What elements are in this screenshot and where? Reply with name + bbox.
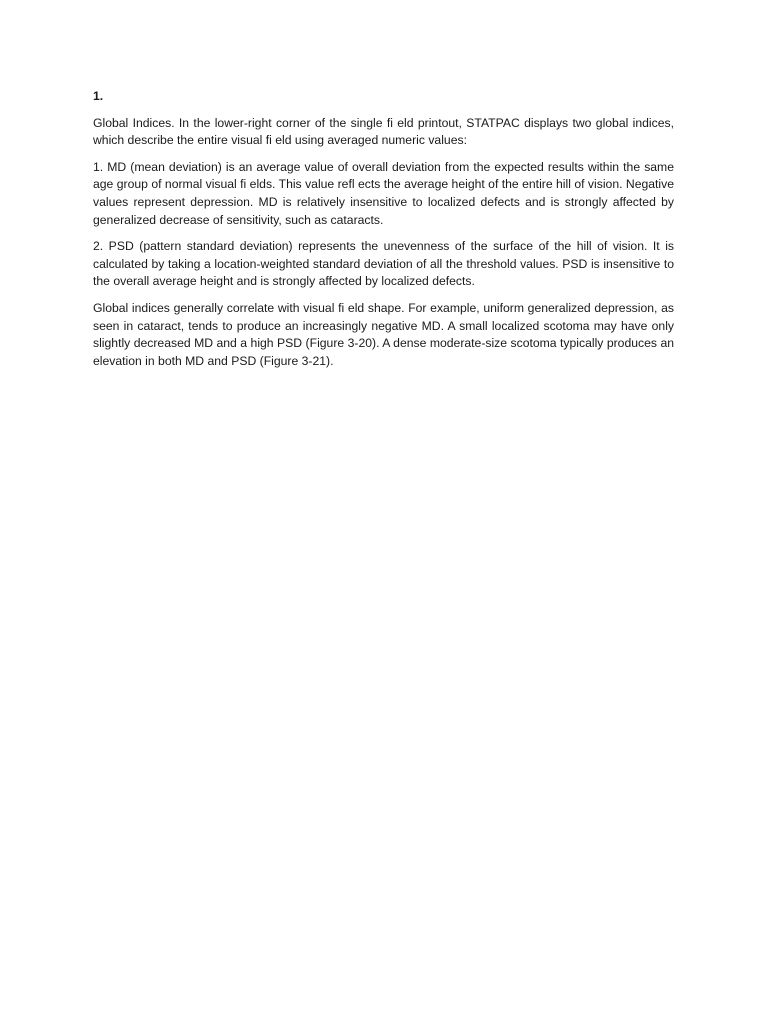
paragraph-mean-deviation: 1. MD (mean deviation) is an average value of overall deviation from the expected results within the same age group of normal visual fi elds. This value refl ects the average height of the entire hill of vision. Negative values represent depression. MD is relatively insensitive to localized defects and is strongly affected by generalized decrease of sensitivity, such as cataracts. [93, 159, 674, 227]
section-number-heading: 1. [93, 89, 104, 103]
paragraph-global-indices: Global Indices. In the lower-right corner of the single fi eld printout, STATPAC displays two global indices, which describe the entire visual fi eld using averaged numeric values: [93, 115, 674, 148]
paragraph-field-shape-correlation: Global indices generally correlate with visual fi eld shape. For example, uniform generalized depression, as seen in cataract, tends to produce an increasingly negative MD. A small localized scotoma may have only slightly decreased MD and a high PSD (Figure 3-20). A dense moderate-size scotoma typically produces an elevation in both MD and PSD (Figure 3-21). [93, 300, 674, 368]
paragraph-pattern-standard-deviation: 2. PSD (pattern standard deviation) represents the unevenness of the surface of the hill of vision. It is calculated by taking a location-weighted standard deviation of all the threshold values. PSD is insensitive to the overall average height and is strongly affected by localized defects. [93, 239, 674, 289]
document-page [93, 88, 674, 379]
